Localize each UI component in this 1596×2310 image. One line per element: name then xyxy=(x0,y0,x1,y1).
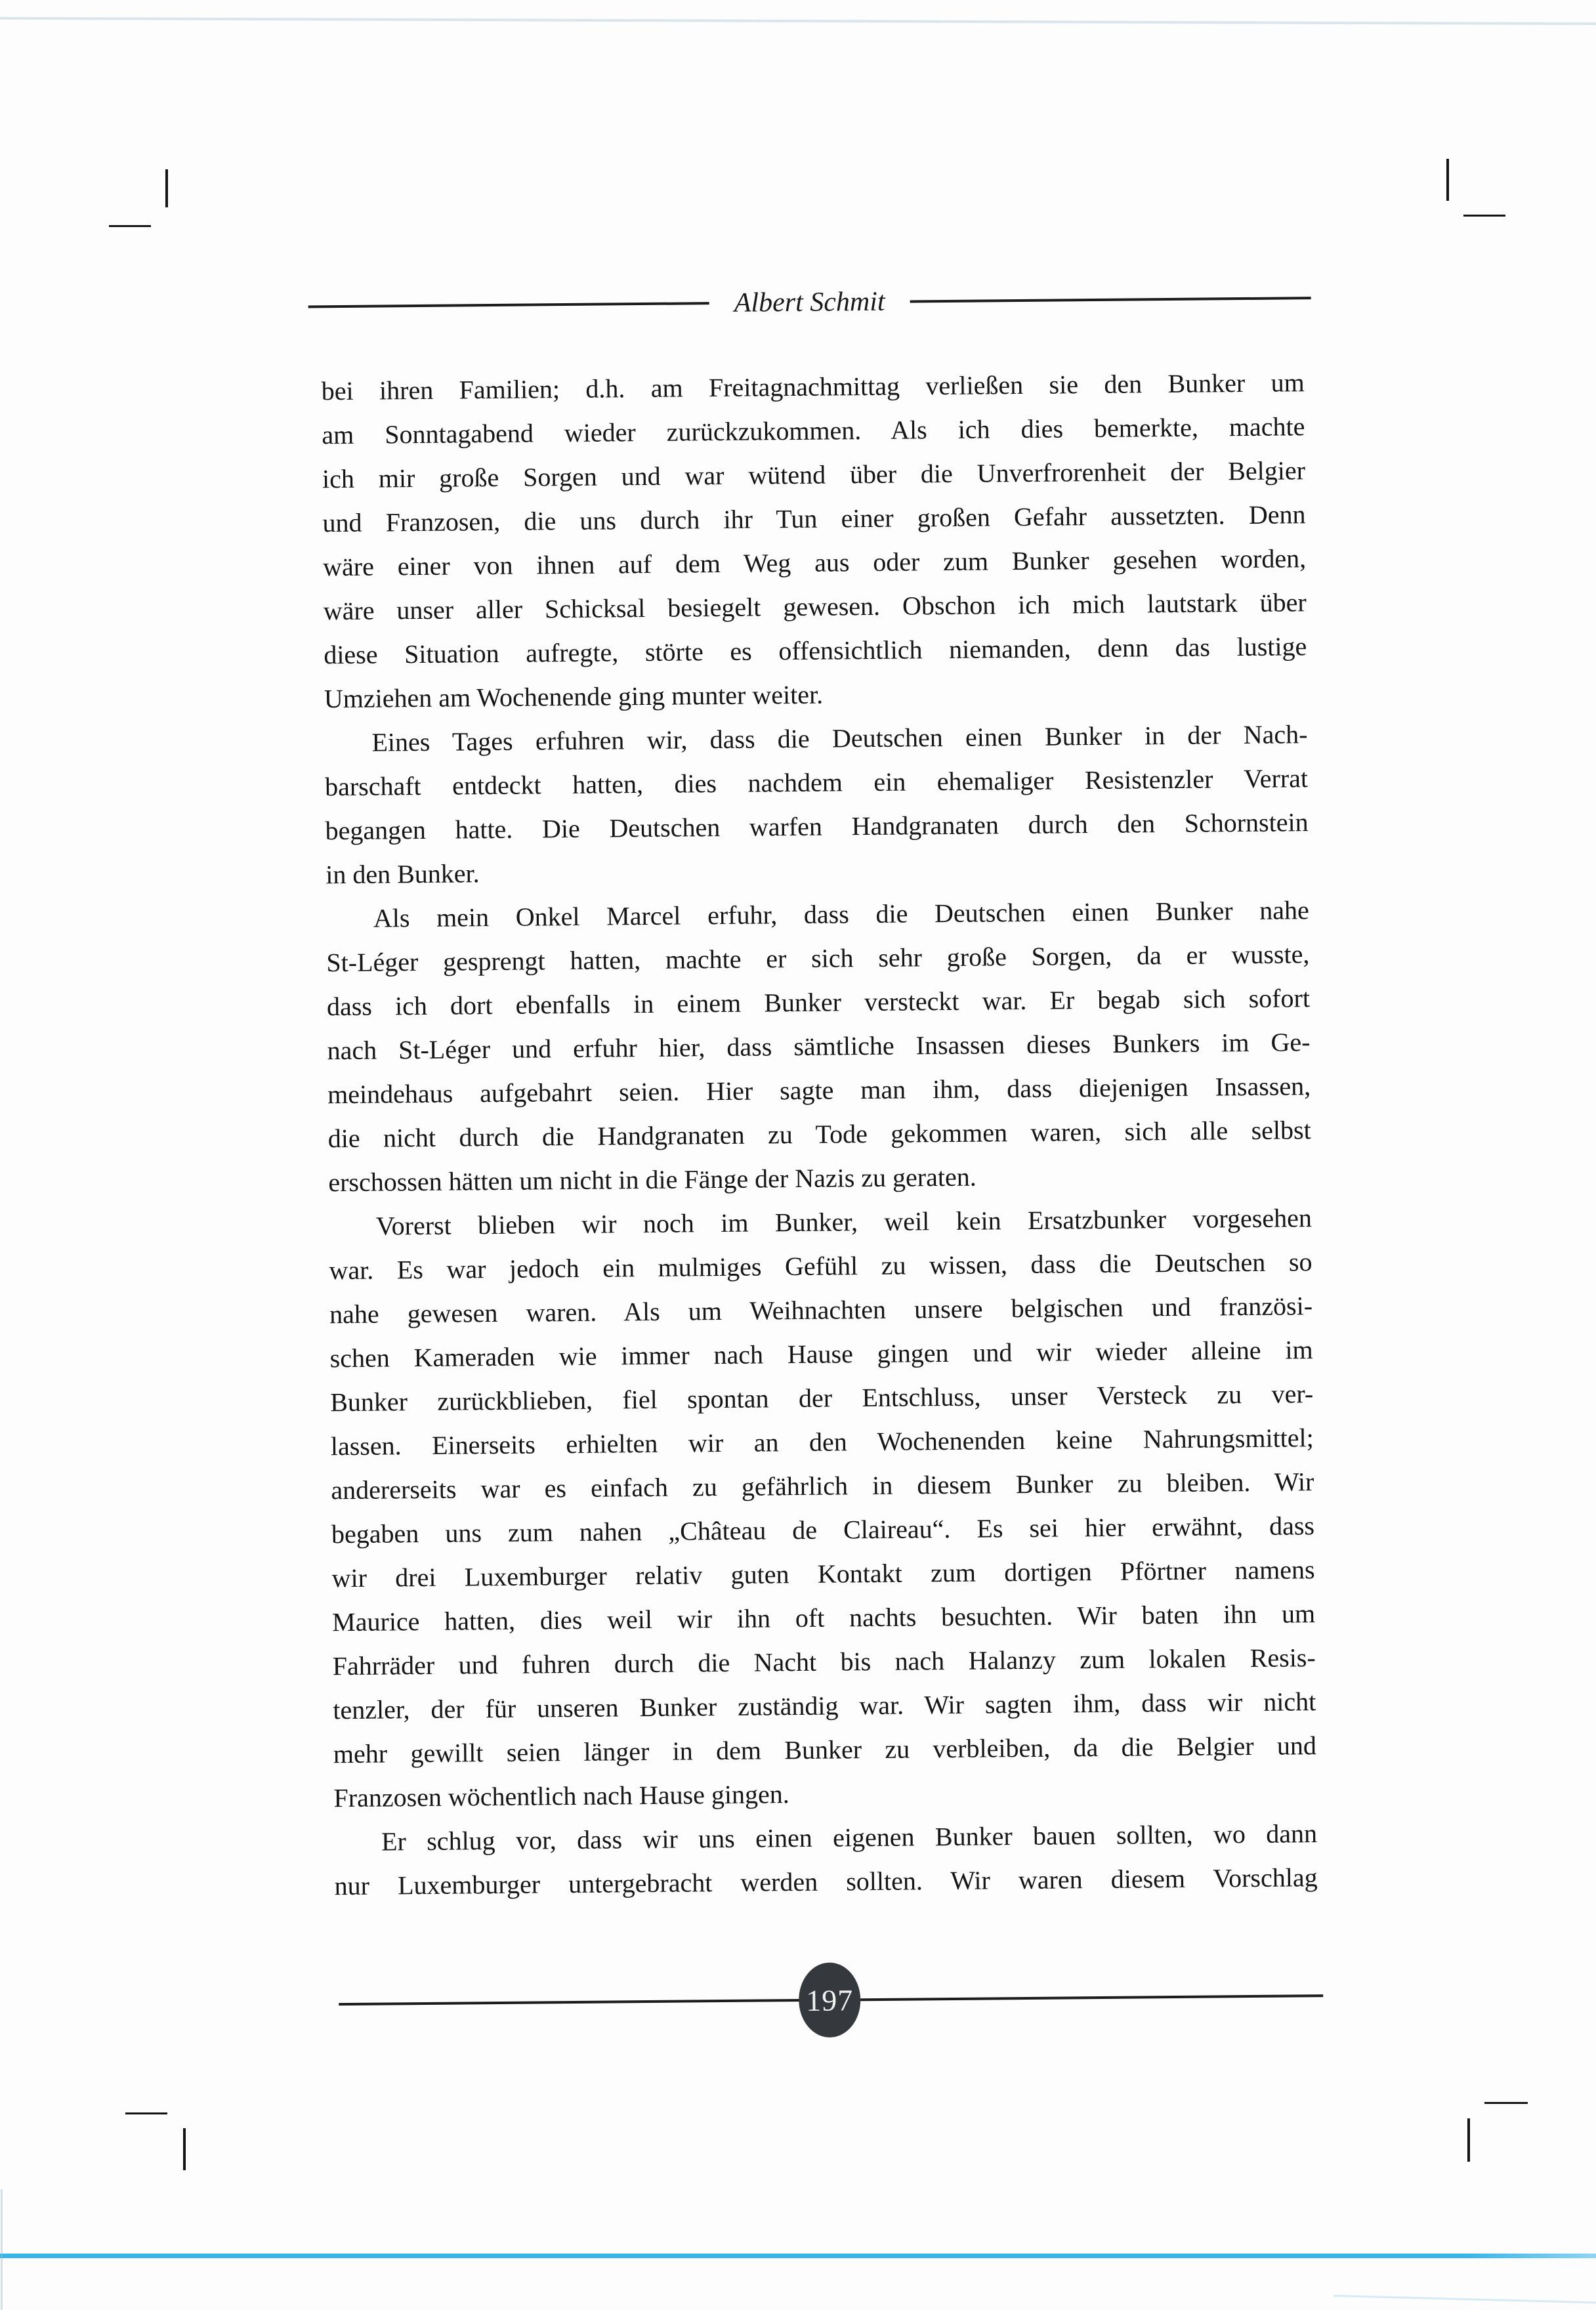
text-line: tenzler, der für unseren Bunker zuständig war. Wir sagten ihm, dass wir nicht xyxy=(333,1687,1316,1725)
text-line: Maurice hatten, dies weil wir ihn oft nachts besuchten. Wir baten ihn um xyxy=(331,1599,1316,1637)
text-line: war. Es war jedoch ein mulmiges Gefühl zu wissen, dass die Deutschen so xyxy=(329,1247,1312,1286)
text-line: begaben uns zum nahen „Château de Claireau“. Es sei hier erwähnt, dass xyxy=(331,1511,1315,1549)
author-name: Albert Schmit xyxy=(734,286,885,318)
text-line: Bunker zurückblieben, fiel spontan der Entschluss, unser Versteck zu ver- xyxy=(330,1379,1314,1418)
text-line: diese Situation aufregte, störte es offensichtlich niemanden, denn das lustige xyxy=(324,631,1307,670)
text-line: am Sonntagabend wieder zurückzukommen. Als ich dies bemerkte, machte xyxy=(322,411,1305,450)
page-number: 197 xyxy=(806,1983,854,2017)
text-line: meindehaus aufgebahrt seien. Hier sagte man ihm, dass diejenigen Insassen, xyxy=(327,1071,1311,1110)
text-line: Als mein Onkel Marcel erfuhr, dass die Deutschen einen Bunker nahe xyxy=(373,895,1309,933)
text-line: nur Luxemburger untergebracht werden sollten. Wir waren diesem Vorschlag xyxy=(334,1862,1318,1901)
text-line: die nicht durch die Handgranaten zu Tode gekommen waren, sich alle selbst xyxy=(327,1115,1311,1154)
text-line: lassen. Einerseits erhielten wir an den Wochenenden keine Nahrungsmittel; xyxy=(330,1423,1314,1461)
header-rule-right xyxy=(910,297,1311,303)
paragraph xyxy=(324,712,1309,896)
page-header xyxy=(308,283,1311,322)
text-line: wäre unser aller Schicksal besiegelt gewesen. Obschon ich mich lautstark über xyxy=(323,587,1307,626)
text-line: Vorerst blieben wir noch im Bunker, weil kein Ersatzbunker vorgesehen xyxy=(375,1203,1312,1241)
paragraph xyxy=(326,888,1312,1204)
text-line: wir drei Luxemburger relativ guten Kontakt zum dortigen Pförtner namens xyxy=(331,1555,1315,1593)
paragraph xyxy=(334,1811,1318,1908)
text-line: bei ihren Familien; d.h. am Freitagnachmittag verließen sie den Bunker um xyxy=(321,368,1305,406)
text-line: in den Bunker. xyxy=(326,858,480,890)
text-line: Franzosen wöchentlich nach Hause gingen. xyxy=(333,1779,789,1813)
header-rule-left xyxy=(308,302,709,308)
paragraph xyxy=(322,360,1308,721)
text-block xyxy=(322,360,1318,1908)
text-line: erschossen hätten um nicht in die Fänge der Nazis zu geraten. xyxy=(328,1162,976,1198)
text-line: Er schlug vor, dass wir uns einen eigenen Bunker bauen sollten, wo dann xyxy=(381,1818,1318,1857)
text-line: nahe gewesen waren. Als um Weihnachten unsere belgischen und französi- xyxy=(329,1291,1313,1330)
text-line: andererseits war es einfach zu gefährlich in diesem Bunker zu bleiben. Wir xyxy=(331,1467,1314,1505)
text-line: begangen hatte. Die Deutschen warfen Handgranaten durch den Schornstein xyxy=(325,807,1309,846)
text-line: dass ich dort ebenfalls in einem Bunker versteckt war. Er begab sich sofort xyxy=(326,983,1311,1022)
text-line: barschaft entdeckt hatten, dies nachdem ein ehemaliger Resistenzler Verrat xyxy=(324,763,1309,802)
text-line: nach St-Léger und erfuhr hier, dass sämtliche Insassen dieses Bunkers im Ge- xyxy=(327,1027,1311,1066)
text-line: schen Kameraden wie immer nach Hause gingen und wir wieder alleine im xyxy=(329,1335,1313,1374)
scan-artifact-left-edge-line xyxy=(1,2189,3,2310)
text-line: ich mir große Sorgen und war wütend über die Unverfrorenheit der Belgier xyxy=(322,455,1306,494)
page-number-badge xyxy=(799,1962,861,2038)
text-line: Eines Tages erfuhren wir, dass die Deutschen einen Bunker in der Nach- xyxy=(371,719,1308,757)
text-line: und Franzosen, die uns durch ihr Tun einer großen Gefahr aussetzten. Denn xyxy=(322,499,1306,538)
text-line: St-Léger gesprengt hatten, machte er sich sehr große Sorgen, da er wusste, xyxy=(326,939,1310,978)
text-line: mehr gewillt seien länger in dem Bunker zu verbleiben, da die Belgier und xyxy=(333,1731,1317,1769)
text-line: wäre einer von ihnen auf dem Weg aus oder zum Bunker gesehen worden, xyxy=(322,543,1307,582)
text-line: Umziehen am Wochenende ging munter weiter. xyxy=(324,679,824,714)
text-line: Fahrräder und fuhren durch die Nacht bis nach Halanzy zum lokalen Resis- xyxy=(332,1643,1316,1681)
paragraph xyxy=(329,1196,1317,1820)
